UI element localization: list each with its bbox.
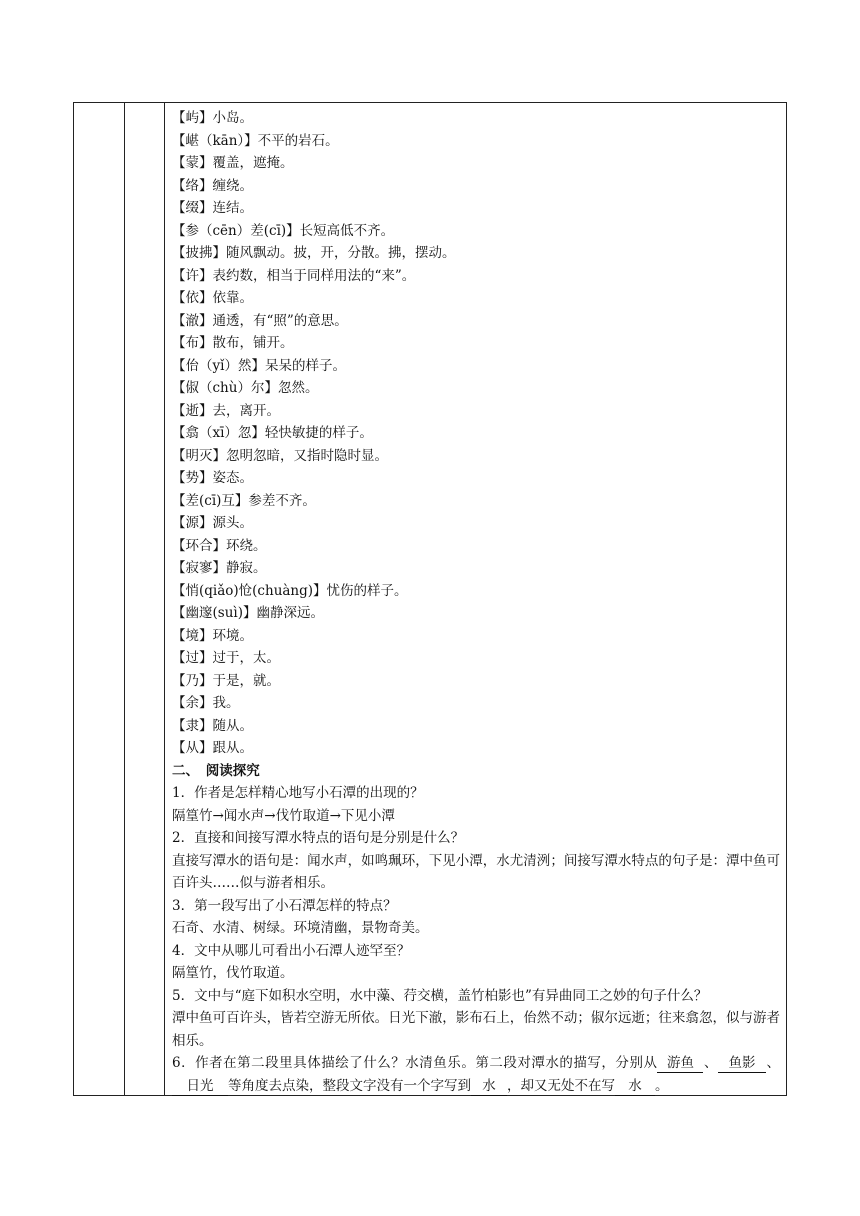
glossary-item: 【环合】环绕。: [172, 537, 267, 554]
glossary-item: 【明灭】忽明忽暗，又指时隐时显。: [172, 447, 388, 464]
glossary-list: [172, 107, 780, 760]
glossary-item: 【澈】通透，有“照”的意思。: [172, 312, 348, 329]
glossary-item: 【逝】去，离开。: [172, 402, 280, 419]
glossary-item: 【屿】小岛。: [172, 110, 253, 126]
glossary-item: 【络】缠绕。: [172, 177, 253, 194]
answer: 潭中鱼可百许头，皆若空游无所依。日光下澈，影布石上，佁然不动；俶尔远逝；往来翕忽，似与游者相乐。: [172, 1010, 780, 1049]
question: 5．文中与“庭下如积水空明，水中藻、荇交横，盖竹柏影也”有异曲同工之妙的句子什么？: [172, 987, 708, 1004]
column-divider-2: [164, 103, 165, 1095]
q6-separator: 、: [766, 1055, 781, 1071]
glossary-item: 【参（cēn）差(cī)】长短高低不齐。: [172, 222, 395, 239]
glossary-item: 【余】我。: [172, 695, 240, 711]
glossary-item: 【寂寥】静寂。: [172, 560, 267, 576]
glossary-item: 【嵁（kān）】不平的岩石。: [172, 132, 339, 149]
question: 1．作者是怎样精心地写小石潭的出现的？: [172, 785, 424, 801]
question-6: [172, 1052, 780, 1097]
glossary-item: 【披拂】随风飘动。披，开，分散。拂，摆动。: [172, 245, 456, 261]
q6-text: 。: [655, 1077, 669, 1094]
glossary-item: 【翕（xī）忽】轻快敏捷的样子。: [172, 425, 373, 441]
answer: 隔篁竹→闻水声→伐竹取道→下见小潭: [172, 807, 395, 824]
answer: 直接写潭水的语句是：闻水声，如鸣珮环，下见小潭，水尤清洌；间接写潭水特点的句子是：潭中鱼可百许头……似与游者相乐。: [172, 852, 780, 891]
column-divider-1: [124, 103, 125, 1095]
glossary-item: 【布】散布，铺开。: [172, 335, 294, 351]
glossary-item: 【源】源头。: [172, 515, 253, 531]
fill-blank: 游鱼: [657, 1054, 703, 1073]
question: 3．第一段写出了小石潭怎样的特点？: [172, 897, 397, 914]
q6-text: 等角度去点染，整段文字没有一个字写到: [228, 1077, 471, 1094]
glossary-item: 【隶】随从。: [172, 717, 253, 734]
glossary-item: 【蒙】覆盖，遮掩。: [172, 155, 294, 171]
answer: 隔篁竹，伐竹取道。: [172, 965, 294, 981]
glossary-item: 【俶（chù）尔】忽然。: [172, 380, 319, 396]
fill-blank: 水: [615, 1077, 655, 1096]
question: 4．文中从哪儿可看出小石潭人迹罕至？: [172, 942, 411, 959]
qa-list: [172, 782, 780, 1052]
glossary-item: 【境】环境。: [172, 627, 253, 644]
fill-blank: 水: [471, 1077, 507, 1096]
section-heading: 二、 阅读探究: [172, 762, 260, 779]
worksheet-table: [73, 102, 787, 1096]
fill-blank: 日光: [172, 1077, 228, 1096]
glossary-item: 【差(cī)互】参差不齐。: [172, 492, 316, 509]
glossary-item: 【势】姿态。: [172, 470, 253, 486]
glossary-item: 【悄(qiǎo)怆(chuàng)】忧伤的样子。: [172, 582, 408, 599]
q6-text: ，却又无处不在写: [507, 1077, 615, 1094]
glossary-item: 【从】跟从。: [172, 740, 253, 756]
glossary-item: 【许】表约数，相当于同样用法的“来”。: [172, 267, 416, 284]
glossary-item: 【依】依靠。: [172, 290, 253, 306]
fill-blank: 鱼影: [718, 1054, 766, 1073]
glossary-item: 【佁（yǐ）然】呆呆的样子。: [172, 357, 346, 374]
q6-separator: 、: [703, 1055, 718, 1071]
content-cell: [172, 107, 780, 1097]
glossary-item: 【乃】于是，就。: [172, 672, 280, 689]
q6-text: 6．作者在第二段里具体描绘了什么？水清鱼乐。第二段对潭水的描写，分别从: [172, 1055, 658, 1071]
glossary-item: 【过】过于，太。: [172, 650, 280, 666]
question: 2．直接和间接写潭水特点的语句是分别是什么？: [172, 830, 465, 846]
answer: 石奇、水清、树绿。环境清幽，景物奇美。: [172, 920, 429, 936]
glossary-item: 【幽邃(suì)】幽静深远。: [172, 605, 324, 621]
glossary-item: 【缀】连结。: [172, 200, 253, 216]
